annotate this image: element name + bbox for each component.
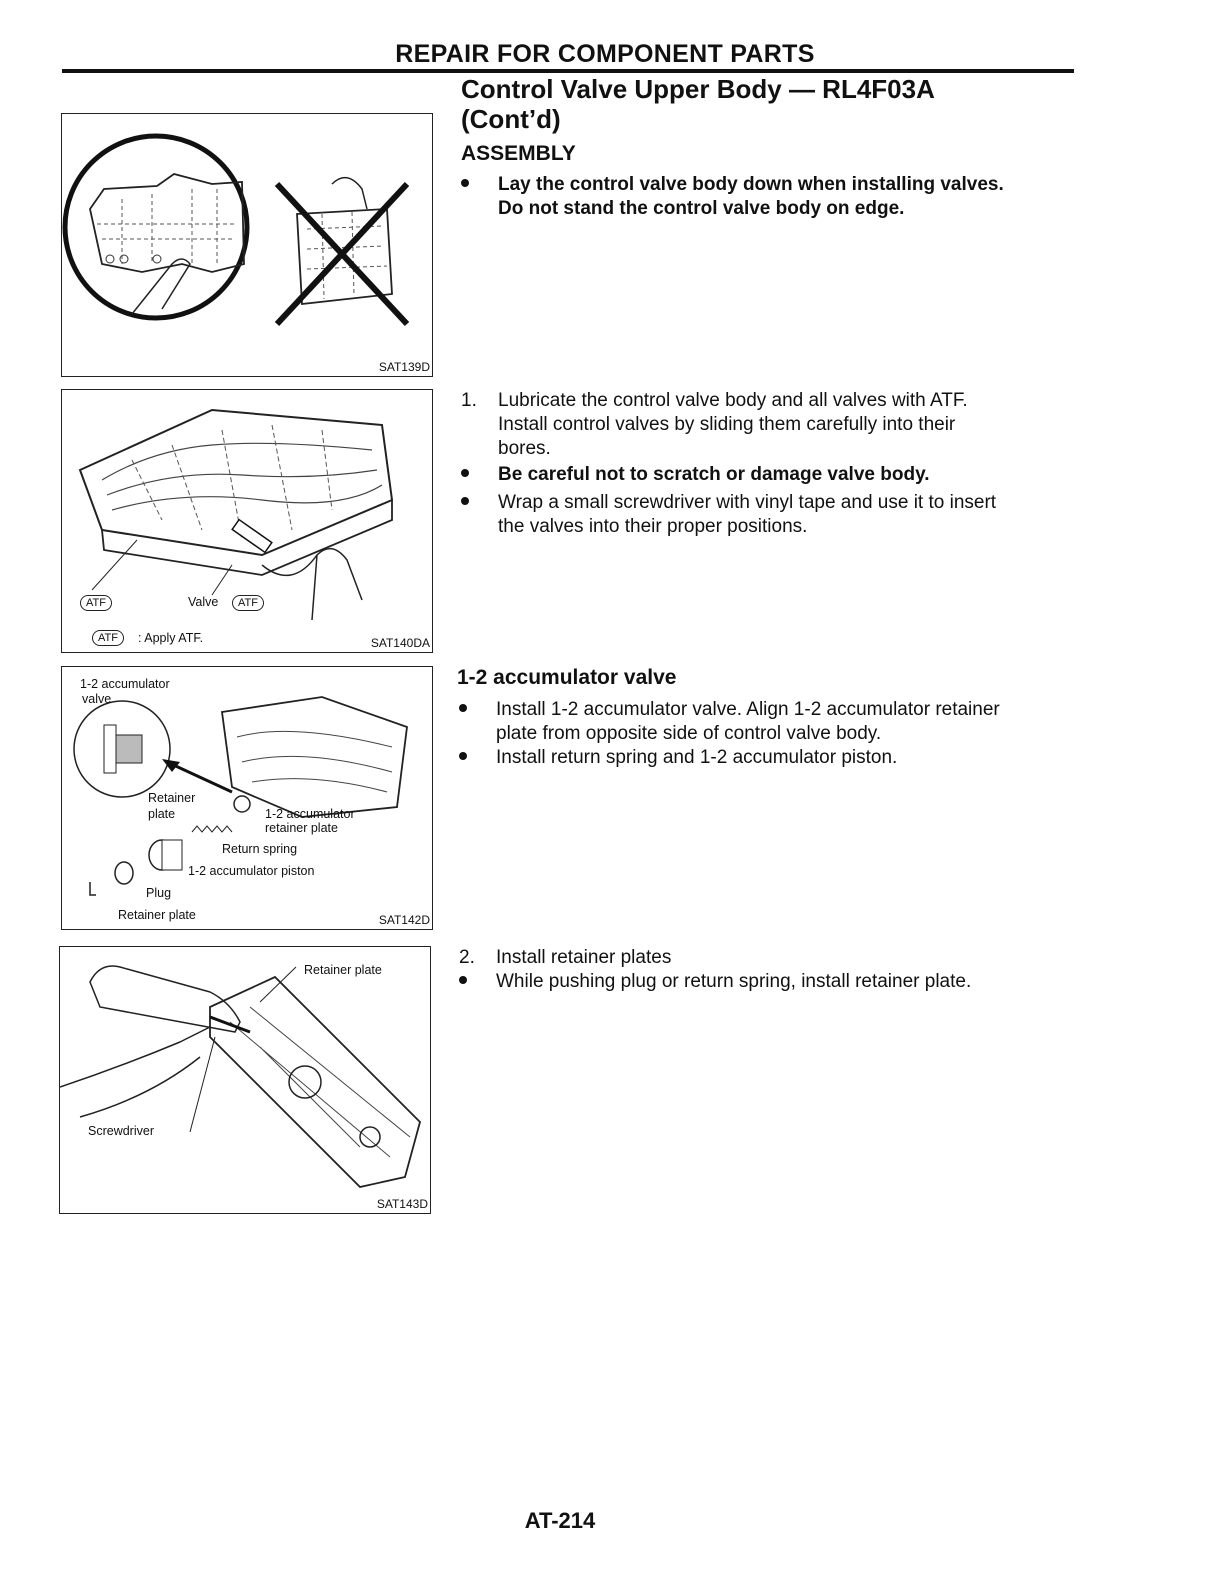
figure-2-code: SAT140DA [370, 636, 430, 650]
accum-valve-label-1: 1-2 accumulator [80, 677, 170, 691]
page-number: AT-214 [524, 1508, 596, 1533]
figure-4-install-retainer [59, 946, 431, 1214]
bullet-icon [459, 752, 467, 760]
retainer-bottom-label: Retainer plate [118, 908, 196, 922]
step-1-bullet-2 [461, 491, 1073, 539]
step-1-number: 1. [461, 390, 477, 411]
bullet-icon [461, 497, 469, 505]
step-1-bullet-2-line-2: the valves into their proper positions. [498, 516, 808, 537]
accumulator-bullet-1-line-1: Install 1-2 accumulator valve. Align 1-2 accumulator retainer [496, 699, 1000, 720]
step-2 [459, 946, 1071, 970]
page-header: REPAIR FOR COMPONENT PARTS [395, 40, 815, 68]
step-1-line-2: Install control valves by sliding them carefully into their [498, 414, 956, 435]
accumulator-bullet-2-text: Install return spring and 1-2 accumulator piston. [496, 747, 898, 768]
accumulator-bullet-1 [459, 698, 1071, 746]
step-1-bullet-1-text: Be careful not to scratch or damage valve body. [498, 464, 930, 485]
header-rule [62, 69, 1074, 73]
figure-3-drawing [62, 667, 432, 929]
screwdriver-label: Screwdriver [88, 1124, 154, 1138]
figure-1-drawing [62, 114, 432, 376]
figure-4-code: SAT143D [376, 1197, 428, 1211]
assembly-note [461, 173, 1073, 221]
figure-3-code: SAT142D [378, 913, 430, 927]
assembly-note-line-2: Do not stand the control valve body on edge. [498, 198, 905, 219]
atf-legend-badge: ATF [92, 630, 124, 646]
bullet-icon [461, 469, 469, 477]
return-spring-label: Return spring [222, 842, 298, 856]
retainer-label-1: Retainer [148, 791, 196, 805]
figure-1-code: SAT139D [378, 360, 430, 374]
accumulator-bullet-1-line-2: plate from opposite side of control valve body. [496, 723, 882, 744]
figure-3-accumulator-parts [61, 666, 433, 930]
accum-retainer-label-1: 1-2 accumulator [265, 807, 355, 821]
bullet-icon [461, 179, 469, 187]
accumulator-heading: 1-2 accumulator valve [457, 666, 677, 689]
accum-retainer-label-2: retainer plate [265, 821, 338, 835]
section-title [461, 74, 935, 134]
retainer-label-2: plate [148, 807, 176, 821]
title-line-1: Control Valve Upper Body — RL4F03A [461, 74, 935, 104]
figure-4-drawing [60, 947, 430, 1213]
step-1-line-1: Lubricate the control valve body and all valves with ATF. [498, 390, 968, 411]
step-2-bullet-1-text: While pushing plug or return spring, install retainer plate. [496, 971, 972, 992]
figure-2-lubricate-valves [61, 389, 433, 653]
atf-badge-2: ATF [232, 595, 264, 611]
step-1 [461, 389, 1073, 461]
assembly-note-line-1: Lay the control valve body down when installing valves. [498, 174, 1004, 195]
accum-piston-label: 1-2 accumulator piston [188, 864, 315, 878]
plug-label: Plug [146, 886, 172, 900]
step-1-line-3: bores. [498, 438, 551, 459]
valve-label: Valve [188, 595, 219, 609]
step-2-number: 2. [459, 947, 475, 968]
atf-legend-text: : Apply ATF. [138, 631, 204, 645]
bullet-icon [459, 976, 467, 984]
assembly-heading: ASSEMBLY [461, 142, 576, 165]
title-line-2: (Cont’d) [461, 104, 561, 134]
figure-1-valve-body-orientation [61, 113, 433, 377]
accumulator-bullet-2 [459, 746, 1071, 770]
accum-valve-label-2: valve [82, 692, 112, 706]
step-2-line-1: Install retainer plates [496, 947, 672, 968]
step-1-bullet-1 [461, 463, 1073, 487]
atf-badge-1: ATF [80, 595, 112, 611]
figure-2-drawing [62, 390, 432, 652]
step-2-bullet-1 [459, 970, 1071, 994]
step-1-bullet-2-line-1: Wrap a small screwdriver with vinyl tape and use it to insert [498, 492, 997, 513]
bullet-icon [459, 704, 467, 712]
retainer-plate-label: Retainer plate [304, 963, 382, 977]
